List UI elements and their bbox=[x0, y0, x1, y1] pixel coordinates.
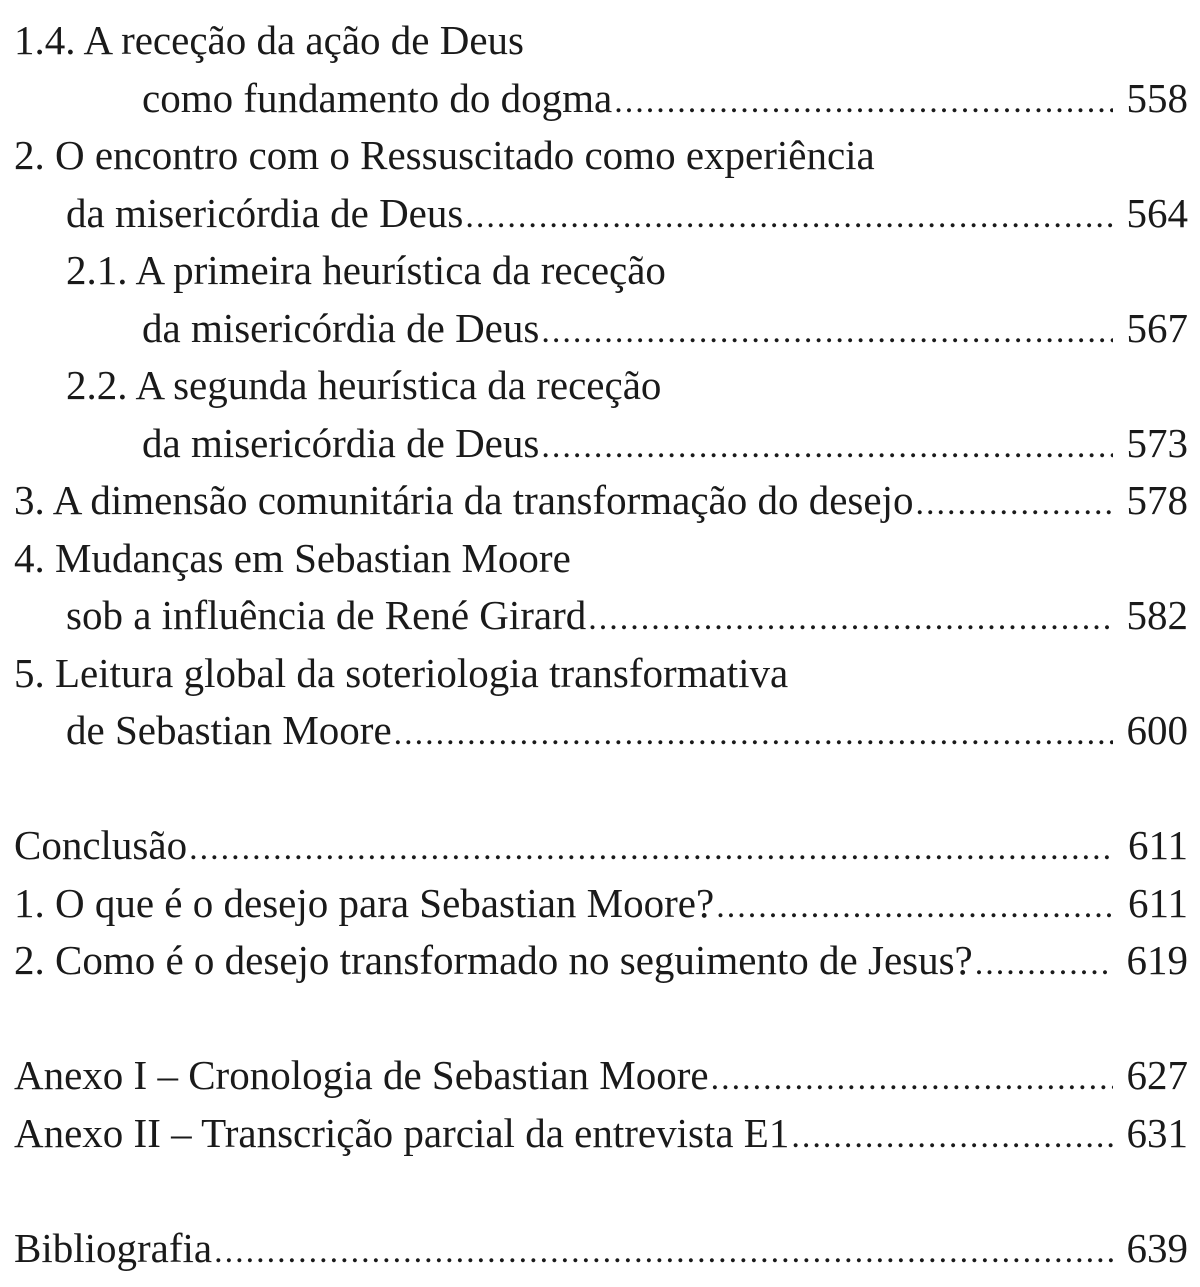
toc-entry-title: Conclusão bbox=[14, 822, 188, 868]
toc-entry bbox=[14, 932, 1188, 990]
toc-entry-title: de Sebastian Moore bbox=[66, 707, 392, 753]
dot-leader bbox=[614, 73, 1112, 131]
section-spacer bbox=[14, 990, 1188, 1048]
toc-page-number: 619 bbox=[1126, 937, 1188, 983]
section-spacer bbox=[14, 1162, 1188, 1220]
toc-entry bbox=[14, 127, 1188, 242]
toc-line bbox=[14, 1047, 1188, 1105]
toc-page-number: 567 bbox=[1126, 304, 1188, 351]
toc-page-number: 573 bbox=[1126, 419, 1188, 466]
toc-entry-title: 2.1. A primeira heurística da receção bbox=[66, 247, 666, 293]
toc-line bbox=[14, 357, 1188, 415]
dot-leader bbox=[394, 705, 1113, 763]
dot-leader bbox=[711, 1050, 1113, 1108]
toc-page-number: 600 bbox=[1126, 707, 1188, 753]
toc-page-number: 611 bbox=[1128, 822, 1188, 868]
toc-entry-title: da misericórdia de Deus bbox=[66, 189, 464, 236]
toc-line bbox=[14, 70, 1188, 128]
toc-line bbox=[14, 127, 1188, 185]
toc-page-number: 639 bbox=[1126, 1224, 1188, 1271]
toc-page-number: 578 bbox=[1126, 477, 1188, 523]
toc-entry bbox=[14, 645, 1188, 760]
toc-entry bbox=[14, 12, 1188, 127]
toc-entry-title: como fundamento do dogma bbox=[142, 74, 613, 121]
toc-line bbox=[14, 300, 1188, 358]
toc-entry-title: sob a influência de René Girard bbox=[66, 592, 587, 638]
toc-entry-title: 4. Mudanças em Sebastian Moore bbox=[14, 534, 571, 581]
dot-leader bbox=[915, 475, 1112, 533]
toc-entry-title: Anexo I – Cronologia de Sebastian Moore bbox=[14, 1052, 709, 1098]
toc-page-number: 631 bbox=[1126, 1109, 1188, 1156]
toc-entry bbox=[14, 875, 1188, 933]
toc-entry bbox=[14, 530, 1188, 645]
toc-entry bbox=[14, 817, 1188, 875]
toc-entry-title: da misericórdia de Deus bbox=[142, 304, 540, 351]
toc-line bbox=[14, 645, 1188, 703]
dot-leader bbox=[975, 935, 1113, 993]
toc-line bbox=[14, 932, 1188, 990]
toc-line bbox=[14, 702, 1188, 760]
toc-page-number: 558 bbox=[1126, 74, 1188, 121]
toc-entry bbox=[14, 472, 1188, 530]
toc-page-number: 582 bbox=[1126, 592, 1188, 638]
toc-entry-title: 1.4. A receção da ação de Deus bbox=[14, 17, 524, 63]
toc-entry-title: da misericórdia de Deus bbox=[142, 419, 540, 466]
toc-entry-title: 2.2. A segunda heurística da receção bbox=[66, 362, 662, 408]
dot-leader bbox=[214, 1223, 1112, 1281]
dot-leader bbox=[189, 820, 1114, 878]
toc-entry-title: 3. A dimensão comunitária da transformação do desejo bbox=[14, 477, 914, 523]
dot-leader bbox=[541, 418, 1112, 476]
toc-entry-title: Anexo II – Transcrição parcial da entrevista E1 bbox=[14, 1109, 790, 1156]
toc-entry-title: 5. Leitura global da soteriologia transformativa bbox=[14, 649, 789, 696]
toc-page-number: 611 bbox=[1128, 879, 1188, 926]
toc-entry bbox=[14, 1047, 1188, 1105]
dot-leader bbox=[465, 188, 1112, 246]
toc-entry bbox=[14, 242, 1188, 357]
toc-entry-title: 1. O que é o desejo para Sebastian Moore? bbox=[14, 879, 715, 926]
toc-line bbox=[14, 12, 1188, 70]
toc-entry bbox=[14, 1220, 1188, 1278]
table-of-contents bbox=[14, 12, 1188, 1277]
toc-entry bbox=[14, 357, 1188, 472]
toc-line bbox=[14, 185, 1188, 243]
toc-line bbox=[14, 817, 1188, 875]
toc-line bbox=[14, 1105, 1188, 1163]
dot-leader bbox=[588, 590, 1112, 648]
toc-line bbox=[14, 875, 1188, 933]
dot-leader bbox=[541, 303, 1112, 361]
toc-entry bbox=[14, 1105, 1188, 1163]
toc-line bbox=[14, 530, 1188, 588]
toc-line bbox=[14, 587, 1188, 645]
toc-entry-title: 2. O encontro com o Ressuscitado como experiência bbox=[14, 132, 875, 178]
toc-page-number: 627 bbox=[1126, 1052, 1188, 1098]
toc-line bbox=[14, 242, 1188, 300]
section-spacer bbox=[14, 760, 1188, 818]
toc-line bbox=[14, 415, 1188, 473]
dot-leader bbox=[716, 878, 1114, 936]
toc-entry-title: 2. Como é o desejo transformado no seguimento de Jesus? bbox=[14, 937, 973, 983]
toc-page-number: 564 bbox=[1126, 189, 1188, 236]
dot-leader bbox=[791, 1108, 1112, 1166]
toc-line bbox=[14, 1220, 1188, 1278]
toc-line bbox=[14, 472, 1188, 530]
toc-entry-title: Bibliografia bbox=[14, 1224, 213, 1271]
